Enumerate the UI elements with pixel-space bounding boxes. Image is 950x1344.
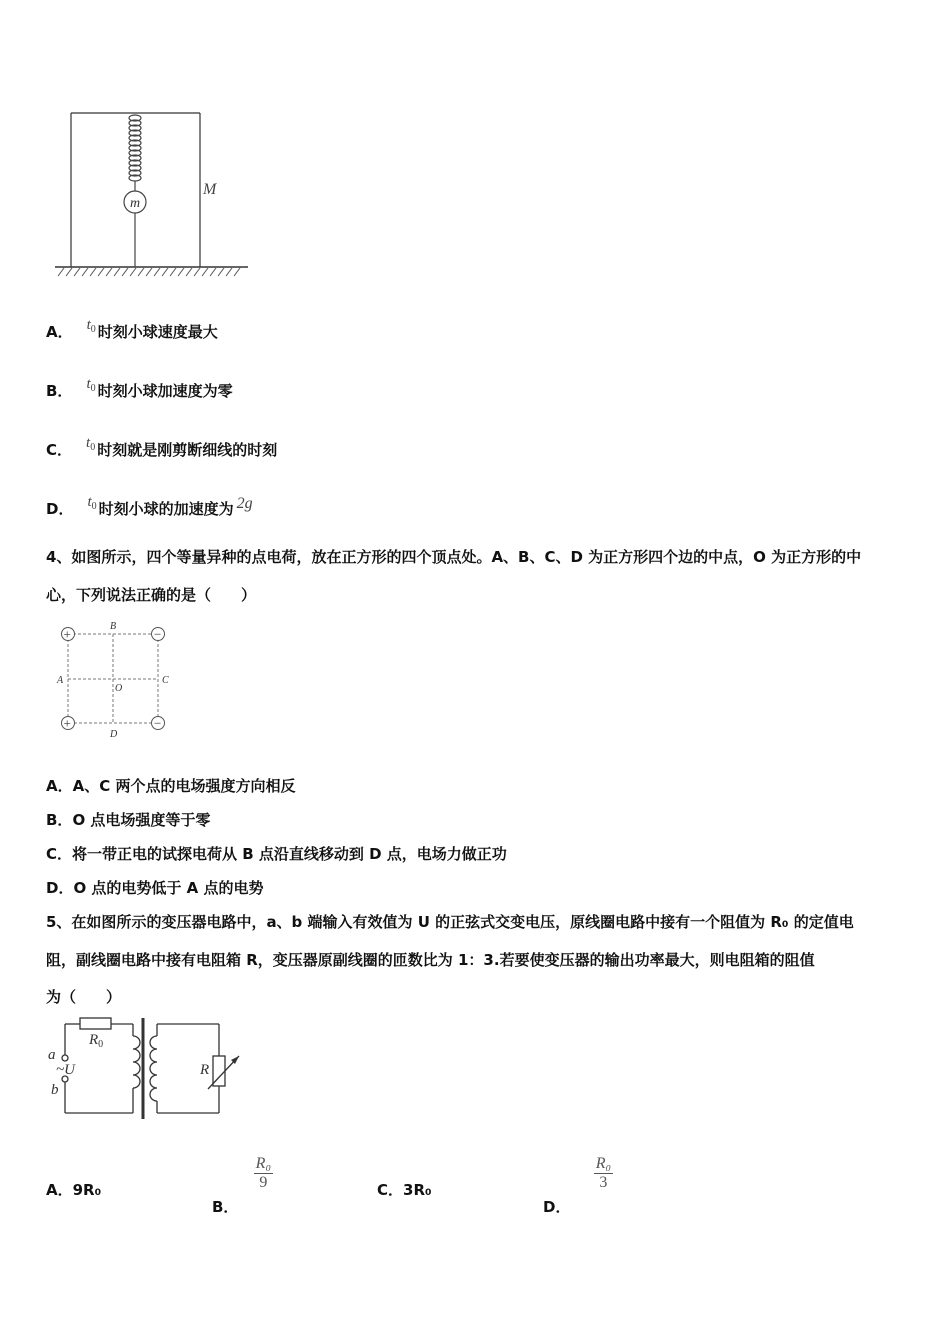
- box-label: M: [203, 181, 217, 198]
- charge-bottom-left: +: [63, 715, 71, 731]
- point-o-label: O: [115, 683, 123, 694]
- q4-option-c[interactable]: C．将一带正电的试探电荷从 B 点沿直线移动到 D 点，电场力做正功: [46, 845, 507, 863]
- point-c-label: C: [162, 675, 169, 686]
- voltage-label: ~U: [56, 1062, 75, 1078]
- q3-option-a[interactable]: A． $t_0$ 时刻小球速度最大: [46, 317, 218, 341]
- q3-option-c[interactable]: C． $t_0$ 时刻就是刚剪断细线的时刻: [46, 435, 278, 459]
- q5-stem-line1: 5、在如图所示的变压器电路中，a、b 端输入有效值为 U 的正弦式交变电压，原线圈电路中接有一个阻值为 R₀ 的定值电: [46, 913, 854, 931]
- charge-bottom-right: −: [154, 715, 162, 731]
- resistor-r0: [80, 1018, 111, 1029]
- r0-label: $R_0$: [89, 1032, 104, 1050]
- q5-option-a[interactable]: A．9R₀: [46, 1181, 102, 1199]
- r-label: R: [200, 1062, 210, 1078]
- terminal-b-label: b: [51, 1082, 59, 1098]
- fraction-r0-over-3: $\frac{\text{R₀}}{3}$: [595, 1155, 612, 1191]
- q4-option-d[interactable]: D．O 点的电势低于 A 点的电势: [46, 879, 264, 897]
- point-b-label: B: [110, 621, 117, 632]
- point-a-label: A: [57, 675, 64, 686]
- q5-option-b[interactable]: B． $\frac{\text{R₀}}{9}$: [212, 1155, 272, 1216]
- q5-option-c[interactable]: C．3R₀: [377, 1181, 432, 1199]
- q3-option-b[interactable]: B． $t_0$ 时刻小球加速度为零: [46, 376, 233, 400]
- q5-option-d[interactable]: D． $\frac{\text{R₀}}{3}$: [543, 1155, 612, 1216]
- charges-square-figure: [52, 618, 182, 743]
- q4-option-a[interactable]: A．A、C 两个点的电场强度方向相反: [46, 777, 296, 795]
- q4-stem-line2: 心，下列说法正确的是（ ）: [46, 586, 257, 604]
- q5-stem-line2: 阻，副线圈电路中接有电阻箱 R，变压器原副线圈的匝数比为 1：3.若要使变压器的输出功率最大，则电阻箱的阻值: [46, 951, 815, 969]
- q4-option-b[interactable]: B．O 点电场强度等于零: [46, 811, 211, 829]
- charge-top-right: −: [154, 626, 162, 642]
- point-d-label: D: [110, 729, 118, 740]
- q3-option-d[interactable]: D． $t_0$ 时刻小球的加速度为 2g: [46, 494, 253, 518]
- ball-label: m: [130, 196, 141, 211]
- q4-stem-line1: 4、如图所示，四个等量异种的点电荷，放在正方形的四个顶点处。A、B、C、D 为正方形四个边的中点，O 为正方形的中: [46, 548, 862, 566]
- terminal-a-label: a: [48, 1047, 56, 1063]
- charge-top-left: +: [63, 626, 71, 642]
- transformer-circuit-figure: [45, 1012, 250, 1124]
- spring-box-figure: [50, 105, 260, 285]
- spring-coil: [129, 115, 141, 181]
- q5-stem-line3: 为（ ）: [46, 988, 122, 1006]
- fraction-r0-over-9: $\frac{\text{R₀}}{9}$: [255, 1155, 272, 1191]
